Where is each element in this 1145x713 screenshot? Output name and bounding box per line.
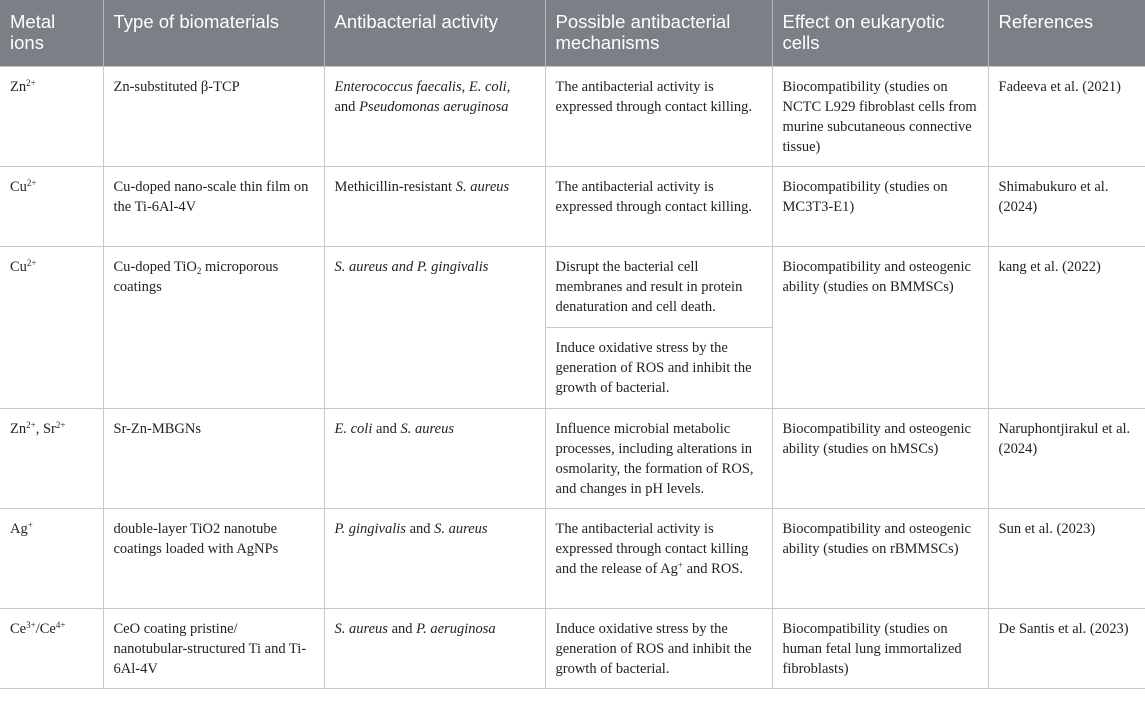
cell-mechanism: The antibacterial activity is expressed through contact killing. [545,67,772,167]
header-effect-on-eukaryotic-cells: Effect on eukaryotic cells [772,0,988,67]
cell-metal-ion: $Zn^{2+}$, $Sr^{2+}$ [0,409,103,509]
cell-eukaryotic-effect: Biocompatibility and osteogenic ability (studies on hMSCs) [772,409,988,509]
table-row [0,509,1145,609]
cell-eukaryotic-effect: Biocompatibility (studies on MC3T3-E1) [772,167,988,247]
table-row [0,609,1145,689]
cell-reference: De Santis et al. (2023) [988,609,1145,689]
cell-eukaryotic-effect: Biocompatibility (studies on NCTC L929 fibroblast cells from murine subcutaneous connective tissue) [772,67,988,167]
cell-antibacterial-activity: Enterococcus faecalis, E. coli, and Pseudomonas aeruginosa [324,67,545,167]
cell-metal-ion: $Cu^{2+}$ [0,247,103,409]
table-row [0,247,1145,328]
cell-biomaterial: Zn-substituted β-TCP [103,67,324,167]
cell-mechanism: Induce oxidative stress by the generation of ROS and inhibit the growth of bacterial. [545,609,772,689]
cell-antibacterial-activity: S. aureus and P. gingivalis [324,247,545,409]
header-possible-mechanisms: Possible antibacterial mechanisms [545,0,772,67]
cell-metal-ion: Ag+ [0,509,103,609]
cell-biomaterial: Sr-Zn-MBGNs [103,409,324,509]
cell-reference: Fadeeva et al. (2021) [988,67,1145,167]
header-metal-ions: Metal ions [0,0,103,67]
cell-eukaryotic-effect: Biocompatibility and osteogenic ability (studies on rBMMSCs) [772,509,988,609]
cell-mechanism: The antibacterial activity is expressed through contact killing and the release of Ag+ and ROS. [545,509,772,609]
cell-reference: Naruphontjirakul et al. (2024) [988,409,1145,509]
cell-antibacterial-activity: Methicillin-resistant S. aureus [324,167,545,247]
cell-metal-ion: $Zn^{2+}$ [0,67,103,167]
cell-biomaterial: Cu-doped nano-scale thin film on the Ti-6Al-4V [103,167,324,247]
cell-biomaterial: CeO coating pristine/ nanotubular-structured Ti and Ti-6Al-4V [103,609,324,689]
table-row [0,409,1145,509]
cell-biomaterial: Cu-doped TiO$_2$ microporous coatings [103,247,324,409]
header-antibacterial-activity: Antibacterial activity [324,0,545,67]
cell-antibacterial-activity: P. gingivalis and S. aureus [324,509,545,609]
header-row [0,0,1145,67]
cell-eukaryotic-effect: Biocompatibility (studies on human fetal lung immortalized fibroblasts) [772,609,988,689]
cell-mechanism: Influence microbial metabolic processes, including alterations in osmolarity, the formation of ROS, and changes in pH levels. [545,409,772,509]
cell-biomaterial: double-layer TiO2 nanotube coatings loaded with AgNPs [103,509,324,609]
table-row [0,67,1145,167]
cell-reference: Shimabukuro et al. (2024) [988,167,1145,247]
cell-mechanism: Disrupt the bacterial cell membranes and result in protein denaturation and cell death. [545,247,772,328]
cell-eukaryotic-effect: Biocompatibility and osteogenic ability (studies on BMMSCs) [772,247,988,409]
table-row [0,167,1145,247]
cell-mechanism: Induce oxidative stress by the generation of ROS and inhibit the growth of bacterial. [545,328,772,409]
cell-antibacterial-activity: S. aureus and P. aeruginosa [324,609,545,689]
header-type-of-biomaterials: Type of biomaterials [103,0,324,67]
cell-metal-ion: $Ce^{3+}/Ce^{4+}$ [0,609,103,689]
cell-reference: Sun et al. (2023) [988,509,1145,609]
cell-metal-ion: $Cu^{2+}$ [0,167,103,247]
cell-reference: kang et al. (2022) [988,247,1145,409]
cell-antibacterial-activity: E. coli and S. aureus [324,409,545,509]
header-references: References [988,0,1145,67]
cell-mechanism: The antibacterial activity is expressed through contact killing. [545,167,772,247]
